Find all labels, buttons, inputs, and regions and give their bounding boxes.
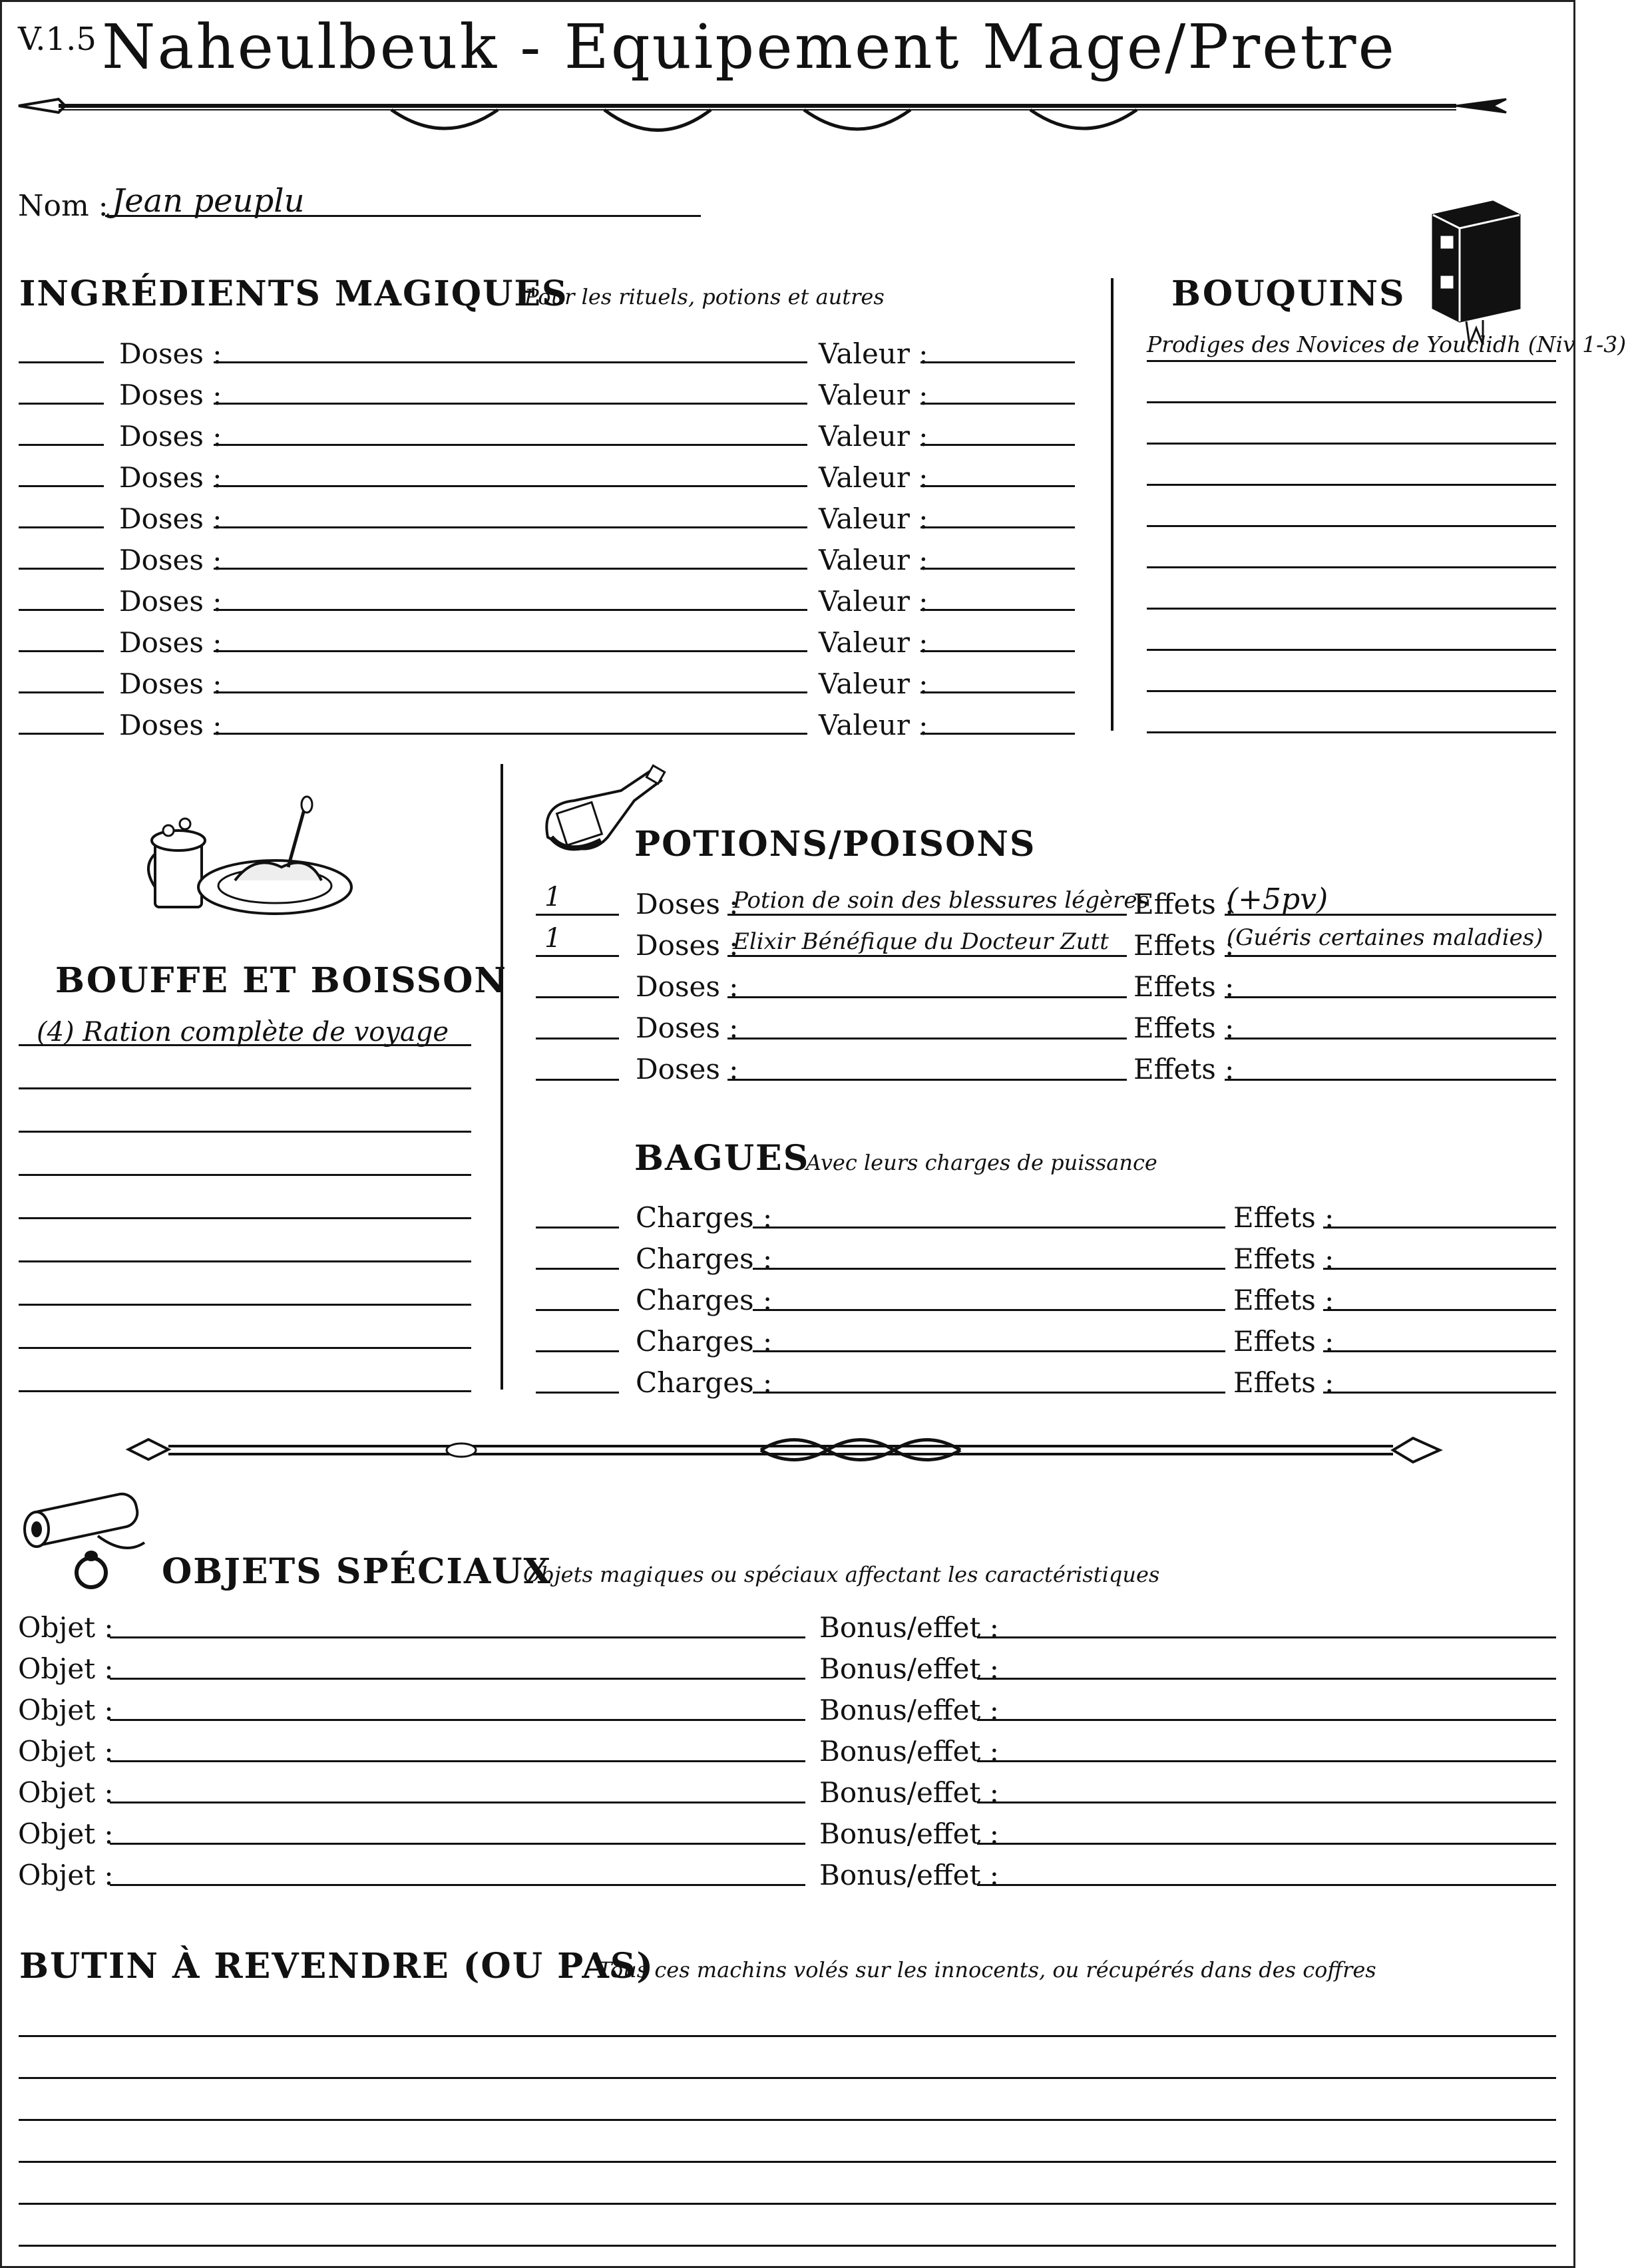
ingredient-valeur-label: Valeur :	[819, 709, 928, 741]
bouffe-line[interactable]	[19, 1044, 471, 1046]
potion-qty-line[interactable]	[536, 914, 619, 916]
bonus-label: Bonus/effet :	[819, 1859, 999, 1891]
bouquin-line[interactable]	[1147, 608, 1556, 610]
bonus-line[interactable]	[977, 1636, 1556, 1638]
objets-title: OBJETS SPÉCIAUX	[162, 1551, 552, 1592]
book-icon	[1420, 195, 1526, 348]
bonus-line[interactable]	[977, 1719, 1556, 1721]
objet-line[interactable]	[110, 1760, 805, 1762]
potion-qty-line[interactable]	[536, 996, 619, 998]
objet-label: Objet :	[18, 1652, 114, 1685]
ingredient-valeur-label: Valeur :	[819, 502, 928, 535]
bonus-label: Bonus/effet :	[819, 1817, 999, 1850]
butin-title: BUTIN À REVENDRE (OU PAS)	[19, 1946, 654, 1986]
bouquin-line[interactable]	[1147, 731, 1556, 733]
bague-effets-label: Effets :	[1233, 1242, 1334, 1275]
page-title: Naheulbeuk - Equipement Mage/Pretre	[102, 11, 1396, 83]
bague-effets-label: Effets :	[1233, 1284, 1334, 1316]
name-value[interactable]: Jean peuplu	[112, 182, 305, 220]
bague-qty-line[interactable]	[536, 1309, 619, 1311]
objet-line[interactable]	[110, 1719, 805, 1721]
bonus-label: Bonus/effet :	[819, 1776, 999, 1809]
ingredient-name-line[interactable]	[214, 609, 807, 611]
butin-line[interactable]	[19, 2245, 1556, 2247]
potion-effets-label: Effets :	[1133, 929, 1235, 962]
ingredient-qty-line[interactable]	[19, 650, 104, 652]
butin-line[interactable]	[19, 2161, 1556, 2163]
potion-name-line[interactable]	[727, 996, 1127, 998]
bouffe-line[interactable]	[19, 1131, 471, 1133]
bouquin-entry[interactable]: Prodiges des Novices de Youclidh (Niv 1-3)	[1147, 331, 1626, 357]
bague-charges-line[interactable]	[753, 1392, 1225, 1394]
potion-effets-label: Effets :	[1133, 1012, 1235, 1044]
potion-name-line[interactable]	[727, 1038, 1127, 1040]
bouffe-line[interactable]	[19, 1174, 471, 1176]
bouffe-line[interactable]	[19, 1390, 471, 1392]
ingredient-doses-label: Doses :	[119, 626, 222, 659]
objet-label: Objet :	[18, 1776, 114, 1809]
ingredient-qty-line[interactable]	[19, 485, 104, 487]
potion-doses-label: Doses :	[636, 1053, 739, 1085]
ingredient-valeur-label: Valeur :	[819, 461, 928, 494]
ingredient-value-line[interactable]	[920, 444, 1075, 446]
ingredient-value-line[interactable]	[920, 691, 1075, 693]
objet-line[interactable]	[110, 1843, 805, 1845]
ingredient-doses-label: Doses :	[119, 544, 222, 576]
bague-effets-label: Effets :	[1233, 1201, 1334, 1234]
potion-effect-line[interactable]	[1225, 914, 1556, 916]
scroll-and-ring-icon	[18, 1489, 158, 1596]
potion-effect-line[interactable]	[1225, 1038, 1556, 1040]
bouffe-divider	[501, 764, 503, 1390]
potion-effect-line[interactable]	[1225, 996, 1556, 998]
bouquins-title: BOUQUINS	[1171, 274, 1406, 314]
bonus-label: Bonus/effet :	[819, 1694, 999, 1726]
ingredient-qty-line[interactable]	[19, 733, 104, 735]
potion-doses-label: Doses :	[636, 1012, 739, 1044]
bonus-line[interactable]	[977, 1760, 1556, 1762]
objet-line[interactable]	[110, 1801, 805, 1803]
version-label: V.1.5	[18, 21, 97, 58]
name-field-line[interactable]	[105, 215, 701, 217]
objet-line[interactable]	[110, 1678, 805, 1680]
bouquin-line[interactable]	[1147, 690, 1556, 692]
bague-charges-label: Charges :	[636, 1242, 773, 1275]
bague-charges-line[interactable]	[753, 1268, 1225, 1270]
column-divider	[1111, 278, 1114, 731]
ingredient-doses-label: Doses :	[119, 585, 222, 618]
ingredient-valeur-label: Valeur :	[819, 544, 928, 576]
ingredient-doses-label: Doses :	[119, 461, 222, 494]
ingredient-name-line[interactable]	[214, 444, 807, 446]
potion-name[interactable]: Potion de soin des blessures légères	[733, 887, 1149, 914]
ingredient-doses-label: Doses :	[119, 379, 222, 411]
bonus-line[interactable]	[977, 1801, 1556, 1803]
bague-effets-label: Effets :	[1233, 1366, 1334, 1399]
potions-title: POTIONS/POISONS	[634, 824, 1036, 864]
bague-charges-line[interactable]	[753, 1227, 1225, 1228]
ingredient-name-line[interactable]	[214, 691, 807, 693]
bouquin-line[interactable]	[1147, 566, 1556, 568]
ingredient-doses-label: Doses :	[119, 337, 222, 370]
bague-effets-label: Effets :	[1233, 1325, 1334, 1358]
objet-label: Objet :	[18, 1817, 114, 1850]
spear-divider-icon	[19, 87, 1510, 147]
ingredient-qty-line[interactable]	[19, 691, 104, 693]
bagues-title: BAGUES	[634, 1138, 810, 1179]
ingredients-subtitle: Pour les rituels, potions et autres	[524, 284, 885, 309]
ingredient-qty-line[interactable]	[19, 403, 104, 405]
objet-line[interactable]	[110, 1884, 805, 1886]
bouffe-line[interactable]	[19, 1347, 471, 1349]
ingredient-value-line[interactable]	[920, 733, 1075, 735]
butin-line[interactable]	[19, 2077, 1556, 2079]
objet-label: Objet :	[18, 1694, 114, 1726]
ingredient-value-line[interactable]	[920, 361, 1075, 363]
potion-doses-label: Doses :	[636, 929, 739, 962]
potion-doses-label: Doses :	[636, 970, 739, 1003]
ingredient-name-line[interactable]	[214, 568, 807, 570]
ingredient-name-line[interactable]	[214, 403, 807, 405]
ingredient-value-line[interactable]	[920, 485, 1075, 487]
bague-effect-line[interactable]	[1323, 1350, 1556, 1352]
bague-qty-line[interactable]	[536, 1268, 619, 1270]
ingredient-qty-line[interactable]	[19, 526, 104, 528]
potion-qty[interactable]: 1	[544, 923, 562, 954]
bouquin-line[interactable]	[1147, 649, 1556, 651]
bouffe-line[interactable]	[19, 1217, 471, 1219]
bouffe-entry[interactable]: (4) Ration complète de voyage	[37, 1017, 449, 1047]
bouquin-line[interactable]	[1147, 401, 1556, 403]
bague-charges-label: Charges :	[636, 1366, 773, 1399]
bague-charges-label: Charges :	[636, 1325, 773, 1358]
bague-effect-line[interactable]	[1323, 1227, 1556, 1228]
ingredient-qty-line[interactable]	[19, 609, 104, 611]
objet-label: Objet :	[18, 1611, 114, 1644]
potion-effets-label: Effets :	[1133, 970, 1235, 1003]
objet-label: Objet :	[18, 1735, 114, 1768]
butin-line[interactable]	[19, 2035, 1556, 2037]
bonus-label: Bonus/effet :	[819, 1611, 999, 1644]
bouquin-line[interactable]	[1147, 360, 1556, 362]
potion-qty-line[interactable]	[536, 1079, 619, 1081]
ingredient-valeur-label: Valeur :	[819, 667, 928, 700]
ingredient-name-line[interactable]	[214, 733, 807, 735]
butin-subtitle: Tous ces machins volés sur les innocents, ou récupérés dans des coffres	[598, 1957, 1376, 1983]
ingredient-value-line[interactable]	[920, 609, 1075, 611]
bouffe-line[interactable]	[19, 1304, 471, 1306]
name-label: Nom :	[18, 189, 108, 223]
potion-qty[interactable]: 1	[544, 882, 562, 912]
ingredient-doses-label: Doses :	[119, 667, 222, 700]
bague-effect-line[interactable]	[1323, 1268, 1556, 1270]
bague-charges-line[interactable]	[753, 1309, 1225, 1311]
bouffe-line[interactable]	[19, 1260, 471, 1262]
bonus-label: Bonus/effet :	[819, 1652, 999, 1685]
ingredient-value-line[interactable]	[920, 568, 1075, 570]
potion-name-line[interactable]	[727, 914, 1127, 916]
potion-effect[interactable]: (Guéris certaines maladies)	[1227, 924, 1543, 951]
butin-line[interactable]	[19, 2119, 1556, 2121]
ingredient-valeur-label: Valeur :	[819, 626, 928, 659]
staff-divider-icon	[128, 1426, 1443, 1473]
bonus-line[interactable]	[977, 1678, 1556, 1680]
ingredient-valeur-label: Valeur :	[819, 379, 928, 411]
objets-subtitle: Objets magiques ou spéciaux affectant les caractéristiques	[523, 1562, 1160, 1587]
butin-line[interactable]	[19, 2203, 1556, 2205]
ingredient-name-line[interactable]	[214, 526, 807, 528]
ingredient-name-line[interactable]	[214, 650, 807, 652]
bouffe-title: BOUFFE ET BOISSON	[55, 960, 507, 1001]
objet-label: Objet :	[18, 1859, 114, 1891]
potion-effect-line[interactable]	[1225, 955, 1556, 957]
potion-effect[interactable]: (+5pv)	[1227, 882, 1328, 916]
ingredient-doses-label: Doses :	[119, 502, 222, 535]
mug-and-plate-icon	[142, 794, 368, 927]
potion-doses-label: Doses :	[636, 888, 739, 920]
potion-effets-label: Effets :	[1133, 1053, 1235, 1085]
ingredient-name-line[interactable]	[214, 361, 807, 363]
objet-line[interactable]	[110, 1636, 805, 1638]
ingredient-doses-label: Doses :	[119, 420, 222, 453]
bouquin-line[interactable]	[1147, 484, 1556, 486]
potion-name[interactable]: Elixir Bénéfique du Docteur Zutt	[733, 928, 1109, 955]
bonus-line[interactable]	[977, 1884, 1556, 1886]
bague-effect-line[interactable]	[1323, 1309, 1556, 1311]
bague-charges-line[interactable]	[753, 1350, 1225, 1352]
bagues-subtitle: Avec leurs charges de puissance	[806, 1150, 1157, 1175]
bouquin-line[interactable]	[1147, 525, 1556, 527]
potion-effect-line[interactable]	[1225, 1079, 1556, 1081]
bouffe-line[interactable]	[19, 1087, 471, 1089]
bague-charges-label: Charges :	[636, 1201, 773, 1234]
potion-effets-label: Effets :	[1133, 888, 1235, 920]
ingredient-value-line[interactable]	[920, 403, 1075, 405]
ingredients-title: INGRÉDIENTS MAGIQUES	[19, 274, 568, 314]
potion-qty-line[interactable]	[536, 1038, 619, 1040]
potion-qty-line[interactable]	[536, 955, 619, 957]
bonus-line[interactable]	[977, 1843, 1556, 1845]
ingredient-valeur-label: Valeur :	[819, 420, 928, 453]
ingredient-valeur-label: Valeur :	[819, 337, 928, 370]
bague-qty-line[interactable]	[536, 1392, 619, 1394]
ingredient-value-line[interactable]	[920, 650, 1075, 652]
bouquin-line[interactable]	[1147, 443, 1556, 445]
bague-qty-line[interactable]	[536, 1350, 619, 1352]
ingredient-qty-line[interactable]	[19, 361, 104, 363]
potion-name-line[interactable]	[727, 1079, 1127, 1081]
bonus-label: Bonus/effet :	[819, 1735, 999, 1768]
ingredient-qty-line[interactable]	[19, 568, 104, 570]
bague-charges-label: Charges :	[636, 1284, 773, 1316]
ingredient-value-line[interactable]	[920, 526, 1075, 528]
ingredient-name-line[interactable]	[214, 485, 807, 487]
ingredient-valeur-label: Valeur :	[819, 585, 928, 618]
ingredient-doses-label: Doses :	[119, 709, 222, 741]
bague-effect-line[interactable]	[1323, 1392, 1556, 1394]
bague-qty-line[interactable]	[536, 1227, 619, 1228]
ingredient-qty-line[interactable]	[19, 444, 104, 446]
potion-name-line[interactable]	[727, 955, 1127, 957]
